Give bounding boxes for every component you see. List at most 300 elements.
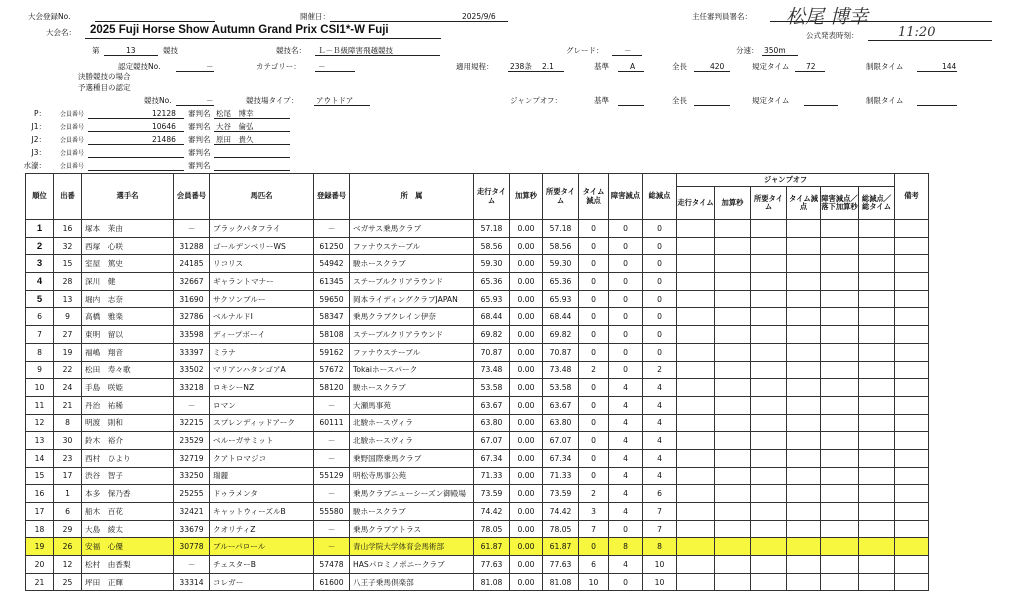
total-time-cell: 65.36 [543,273,579,291]
club-cell: 乗馬クラブニューシーズン御殿場 [350,485,474,503]
rider-cell: 鈴木 裕介 [82,432,174,450]
time-pen-cell: 0 [579,343,609,361]
qual-line-3: 競技No. [144,96,172,105]
jumpoff-cell [821,573,859,591]
total-pen-cell: 4 [643,467,677,485]
rank-cell: 3 [26,255,54,273]
obstacle-pen-cell: 4 [609,556,643,574]
obstacle-pen-cell: 0 [609,290,643,308]
judge-role: 水濠： [23,161,46,170]
remarks-cell [895,273,929,291]
time-limit-label: 制限タイム [866,62,904,71]
rider-cell: 本多 保乃香 [82,485,174,503]
member-no-cell: 32421 [174,503,210,521]
rider-cell: 大島 綾太 [82,520,174,538]
jumpoff-cell [751,255,787,273]
member-no-cell: － [174,556,210,574]
table-row [26,273,929,291]
club-cell: 駿ホースクラブ [350,255,474,273]
table-row [26,538,929,556]
total-pen-cell: 6 [643,485,677,503]
table-row [26,237,929,255]
added-sec-cell: 0.00 [510,273,543,291]
member-no-label: 会員番号 [60,150,85,157]
run-time-cell: 65.93 [474,290,510,308]
run-time-cell: 53.58 [474,379,510,397]
order-cell: 19 [54,343,82,361]
jumpoff-cell [787,379,821,397]
jumpoff-cell [787,396,821,414]
rider-cell: 東明 留以 [82,326,174,344]
club-cell: 駿ホースクラブ [350,503,474,521]
jumpoff-cell [751,538,787,556]
rank-cell: 13 [26,432,54,450]
col-jo-obstacle-pen: 障害減点／落下加算秒 [821,187,859,220]
judge-member-no: 21486 [152,135,176,144]
obstacle-pen-cell: 0 [609,343,643,361]
rank-cell: 14 [26,449,54,467]
chief-judge-signature: 松尾 博幸 [786,6,869,28]
table-row [26,308,929,326]
club-cell: 岡本ライディングクラブJAPAN [350,290,474,308]
jumpoff-cell [751,485,787,503]
rider-cell: 高橋 雅楽 [82,308,174,326]
table-row [26,485,929,503]
jumpoff-cell [787,573,821,591]
run-time-cell: 70.87 [474,343,510,361]
time-allowed-line [795,71,825,72]
rank-cell: 12 [26,414,54,432]
col-obstacle-pen: 障害減点 [609,174,643,220]
judge-line [88,131,184,132]
reg-no-cell: 57672 [314,361,350,379]
category-value: － [318,62,326,71]
jumpoff-cell [859,220,895,238]
results-table [25,173,929,591]
table-row [26,432,929,450]
jumpoff-cell [859,538,895,556]
remarks-cell [895,573,929,591]
table-row [26,361,929,379]
order-cell: 29 [54,520,82,538]
obstacle-pen-cell: 4 [609,467,643,485]
order-cell: 17 [54,467,82,485]
added-sec-cell: 0.00 [510,220,543,238]
rider-cell: 渋谷 智子 [82,467,174,485]
rank-cell: 9 [26,361,54,379]
rank-cell: 11 [26,396,54,414]
horse-cell: サクソンブルー [210,290,314,308]
member-no-cell: 31288 [174,237,210,255]
rule-label: 適用規程： [456,62,494,71]
grade-value: － [624,46,632,55]
length-value: 420 [710,62,725,71]
chief-judge-line [770,21,992,22]
judge-name-label: 審判名 [188,109,211,118]
date-value: 2025/9/6 [462,12,496,21]
reg-no-cell: 57478 [314,556,350,574]
jo-length-label: 全長 [672,96,687,105]
obstacle-pen-cell: 0 [609,308,643,326]
table-row [26,556,929,574]
horse-cell: ゴールデンベリーWS [210,237,314,255]
member-no-cell: 32719 [174,449,210,467]
added-sec-cell: 0.00 [510,255,543,273]
run-time-cell: 73.59 [474,485,510,503]
order-cell: 24 [54,379,82,397]
obstacle-pen-cell: 0 [609,361,643,379]
jumpoff-cell [715,290,751,308]
run-time-cell: 59.30 [474,255,510,273]
remarks-cell [895,379,929,397]
qual-line-1: 決勝競技の場合 [78,72,131,81]
reg-no-cell: 58120 [314,379,350,397]
obstacle-pen-cell: 0 [609,573,643,591]
club-cell: ファナウステーブル [350,237,474,255]
jumpoff-cell [715,538,751,556]
jumpoff-cell [859,379,895,397]
jumpoff-cell [677,538,715,556]
jumpoff-cell [751,326,787,344]
jumpoff-cell [715,520,751,538]
table-row [26,520,929,538]
order-cell: 9 [54,308,82,326]
order-cell: 1 [54,485,82,503]
jumpoff-cell [787,556,821,574]
total-pen-cell: 4 [643,432,677,450]
time-pen-cell: 0 [579,396,609,414]
jumpoff-cell [859,396,895,414]
total-pen-cell: 4 [643,379,677,397]
judge-name-line [214,144,290,145]
jo-time-limit-label: 制限タイム [866,96,904,105]
jo-time-allowed-label: 規定タイム [752,96,790,105]
jumpoff-cell [859,556,895,574]
total-pen-cell: 10 [643,573,677,591]
table-row [26,396,929,414]
horse-cell: ロマン [210,396,314,414]
jumpoff-cell [677,414,715,432]
total-time-cell: 59.30 [543,255,579,273]
jumpoff-cell [859,573,895,591]
horse-cell: クアトロマジコ [210,449,314,467]
rider-cell: 丹治 祐稀 [82,396,174,414]
run-time-cell: 61.87 [474,538,510,556]
added-sec-cell: 0.00 [510,485,543,503]
added-sec-cell: 0.00 [510,520,543,538]
jumpoff-cell [787,449,821,467]
jumpoff-cell [677,290,715,308]
reg-no-cell: － [314,396,350,414]
club-cell: HASパロミノポニークラブ [350,556,474,574]
club-cell: ステーブルクリアラウンド [350,273,474,291]
reg-no-cell: 61600 [314,573,350,591]
added-sec-cell: 0.00 [510,556,543,574]
member-no-cell: 33679 [174,520,210,538]
cert-no-label: 認定競技No. [118,62,161,71]
col-jo-time-pen: タイム減点 [787,187,821,220]
obstacle-pen-cell: 4 [609,485,643,503]
rider-cell: 堀内 志奈 [82,290,174,308]
obstacle-pen-cell: 8 [609,538,643,556]
cert-no-value: － [206,62,214,71]
rank-cell: 18 [26,520,54,538]
reg-no-cell: － [314,449,350,467]
jumpoff-cell [821,538,859,556]
club-cell: 青山学院大学体育会馬術部 [350,538,474,556]
jumpoff-cell [677,343,715,361]
remarks-cell [895,220,929,238]
date-line [330,21,508,22]
jumpoff-cell [751,432,787,450]
jumpoff-cell [715,414,751,432]
jumpoff-cell [787,414,821,432]
table-row [26,290,929,308]
reg-no-cell: 59162 [314,343,350,361]
run-time-cell: 74.42 [474,503,510,521]
time-pen-cell: 0 [579,255,609,273]
total-pen-cell: 7 [643,503,677,521]
jumpoff-group-header: ジャンプオフ [677,174,895,187]
club-cell: 駿ホースクラブ [350,379,474,397]
total-time-cell: 58.56 [543,237,579,255]
member-no-cell: 33218 [174,379,210,397]
rule-article: 238条 [510,62,532,71]
run-time-cell: 73.48 [474,361,510,379]
col-horse: 馬匹名 [210,174,314,220]
rider-cell: 西村 ひより [82,449,174,467]
col-time-pen: タイム減点 [579,174,609,220]
standard-label: 基準 [594,62,609,71]
competition-name-label: 競技名： [276,46,306,55]
added-sec-cell: 0.00 [510,573,543,591]
jumpoff-cell [677,573,715,591]
col-total-time: 所要タイム [543,174,579,220]
obstacle-pen-cell: 0 [609,220,643,238]
member-no-cell: 31690 [174,290,210,308]
remarks-cell [895,361,929,379]
judge-role: J1： [31,122,46,131]
judge-name-line [214,131,290,132]
judge-name-line [214,118,290,119]
jumpoff-cell [787,237,821,255]
run-time-cell: 78.05 [474,520,510,538]
col-remarks: 備考 [895,174,929,220]
time-pen-cell: 0 [579,326,609,344]
qual-no-value: － [206,96,214,105]
jo-time-limit-line [917,105,957,106]
added-sec-cell: 0.00 [510,467,543,485]
jumpoff-cell [751,343,787,361]
jo-time-allowed-line [804,105,838,106]
remarks-cell [895,343,929,361]
jumpoff-cell [715,273,751,291]
judge-name-line [214,157,290,158]
horse-cell: マリアンハタンゴアA [210,361,314,379]
jumpoff-cell [787,220,821,238]
remarks-cell [895,308,929,326]
jumpoff-cell [715,308,751,326]
table-row [26,343,929,361]
time-allowed-label: 規定タイム [752,62,790,71]
obstacle-pen-cell: 4 [609,379,643,397]
time-allowed-value: 72 [806,62,816,71]
total-time-cell: 70.87 [543,343,579,361]
time-pen-cell: 0 [579,538,609,556]
remarks-cell [895,290,929,308]
speed-value: 350m [764,46,786,55]
time-pen-cell: 0 [579,273,609,291]
grade-line [612,55,642,56]
rank-cell: 1 [26,220,54,238]
order-cell: 28 [54,273,82,291]
jumpoff-cell [715,467,751,485]
time-pen-cell: 3 [579,503,609,521]
order-cell: 16 [54,220,82,238]
member-no-label: 会員番号 [60,124,85,131]
club-cell: ファナウステーブル [350,343,474,361]
judge-role: P： [33,109,46,118]
jumpoff-cell [859,449,895,467]
time-pen-cell: 10 [579,573,609,591]
col-run-time: 走行タイム [474,174,510,220]
judge-role: J2： [31,135,46,144]
jumpoff-cell [787,273,821,291]
jumpoff-cell [821,467,859,485]
time-pen-cell: 2 [579,361,609,379]
rank-cell: 2 [26,237,54,255]
arena-value: アウトドア [316,96,354,105]
reg-no-cell: 59650 [314,290,350,308]
horse-cell: コレガー [210,573,314,591]
horse-cell: ドゥラメンタ [210,485,314,503]
jumpoff-cell [859,255,895,273]
member-no-cell: 33598 [174,326,210,344]
judge-line [88,144,184,145]
obstacle-pen-cell: 4 [609,414,643,432]
member-no-cell: 33502 [174,361,210,379]
judge-line [88,170,184,171]
order-cell: 25 [54,573,82,591]
total-time-cell: 73.59 [543,485,579,503]
jumpoff-cell [821,220,859,238]
run-time-cell: 63.80 [474,414,510,432]
remarks-cell [895,485,929,503]
total-time-cell: 71.33 [543,467,579,485]
order-cell: 12 [54,556,82,574]
total-pen-cell: 0 [643,273,677,291]
rank-cell: 5 [26,290,54,308]
remarks-cell [895,449,929,467]
total-time-cell: 65.93 [543,290,579,308]
category-line [315,71,355,72]
total-time-cell: 67.07 [543,432,579,450]
total-time-cell: 73.48 [543,361,579,379]
order-cell: 26 [54,538,82,556]
horse-cell: ミラナ [210,343,314,361]
rule-clause: 2.1 [542,62,554,71]
added-sec-cell: 0.00 [510,414,543,432]
jumpoff-cell [677,273,715,291]
length-line [694,71,730,72]
judge-name: 原田 貴久 [216,135,254,144]
jumpoff-cell [859,273,895,291]
cert-no-line [176,71,214,72]
horse-cell: ベルナルドI [210,308,314,326]
total-time-cell: 81.08 [543,573,579,591]
table-row [26,414,929,432]
horse-cell: クオリティZ [210,520,314,538]
event-name-label: 大会名： [46,28,76,37]
jumpoff-label: ジャンプオフ： [510,96,563,105]
run-time-cell: 57.18 [474,220,510,238]
jumpoff-cell [787,326,821,344]
jumpoff-cell [821,326,859,344]
run-time-cell: 58.56 [474,237,510,255]
jumpoff-cell [715,396,751,414]
horse-cell: リコリス [210,255,314,273]
club-cell: 明松寺馬事公苑 [350,467,474,485]
event-name: 2025 Fuji Horse Show Autumn Grand Prix CSI1*-W Fuji [90,24,389,36]
rank-cell: 4 [26,273,54,291]
time-pen-cell: 0 [579,414,609,432]
standard-line [618,71,644,72]
remarks-cell [895,432,929,450]
order-cell: 6 [54,503,82,521]
total-time-cell: 78.05 [543,520,579,538]
club-cell: 乗馬クラブクレイン伊奈 [350,308,474,326]
added-sec-cell: 0.00 [510,503,543,521]
announce-time: 11:20 [898,25,936,40]
jumpoff-cell [751,273,787,291]
jumpoff-cell [677,520,715,538]
judge-member-no: 10646 [152,122,176,131]
reg-no-cell: － [314,485,350,503]
order-cell: 21 [54,396,82,414]
jumpoff-cell [821,343,859,361]
judge-line [88,157,184,158]
added-sec-cell: 0.00 [510,343,543,361]
rank-cell: 15 [26,467,54,485]
member-no-cell: 25255 [174,485,210,503]
col-jo-run-time: 走行タイム [677,187,715,220]
order-cell: 22 [54,361,82,379]
total-pen-cell: 8 [643,538,677,556]
jumpoff-cell [821,556,859,574]
horse-cell: ディープボーイ [210,326,314,344]
rank-cell: 21 [26,573,54,591]
jumpoff-cell [751,414,787,432]
run-time-cell: 69.82 [474,326,510,344]
jumpoff-cell [715,343,751,361]
total-pen-cell: 0 [643,343,677,361]
arena-label: 競技場タイプ： [246,96,299,105]
table-row [26,379,929,397]
horse-cell: チェスターB [210,556,314,574]
jumpoff-cell [821,273,859,291]
jumpoff-cell [751,220,787,238]
rank-cell: 7 [26,326,54,344]
horse-cell: ロキシーNZ [210,379,314,397]
col-order: 出番 [54,174,82,220]
judge-name-label: 審判名 [188,122,211,131]
speed-label: 分速： [736,46,759,55]
jumpoff-cell [859,237,895,255]
jumpoff-cell [859,290,895,308]
rider-cell: 坪田 正輝 [82,573,174,591]
obstacle-pen-cell: 0 [609,237,643,255]
jumpoff-cell [821,396,859,414]
